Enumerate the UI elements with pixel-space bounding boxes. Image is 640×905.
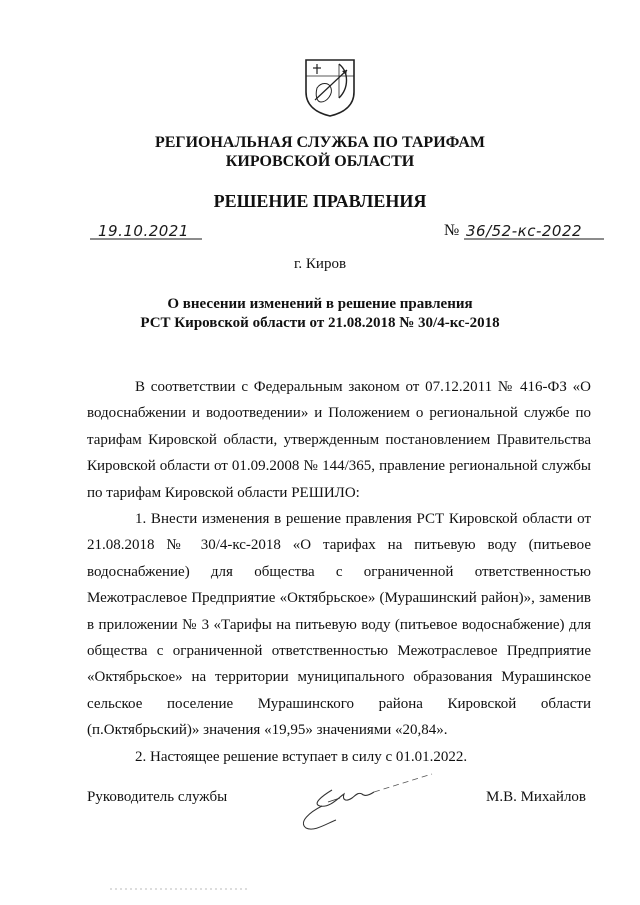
document-date-value: 19.10.2021	[98, 222, 189, 240]
handwritten-signature	[292, 768, 442, 838]
preamble-paragraph: В соответствии с Федеральным законом от 07.12.2011 № 416-ФЗ «О водоснабжении и водоотведении» и Положением о региональной службе по тарифам Кировской области, утвержденным постановлением Правительства Кировской области от 01.09.2008 № 144/365, правление региональной службы по тарифам Кировской области РЕШИЛО:	[87, 379, 591, 501]
signatory-role: Руководитель службы	[87, 789, 228, 805]
item-2-paragraph: 2. Настоящее решение вступает в силу с 01.01.2022.	[135, 748, 468, 765]
coat-of-arms-icon	[303, 58, 357, 118]
organization-name-line2: КИРОВСКОЙ ОБЛАСТИ	[225, 153, 415, 170]
subject-line1: О внесении изменений в решение правления	[167, 296, 473, 312]
document-date	[90, 222, 202, 242]
signatory-name: М.В. Михайлов	[486, 789, 587, 805]
item-1-paragraph: 1. Внести изменения в решение правления РСТ Кировской области от 21.08.2018 № 30/4-кс-2018 «О тарифах на питьевую воду (питьевое водоснабжение) для общества с ограниченной ответственностью Межотраслевое Предприятие «Октябрьское» (Мурашинский район)», заменив в приложении № 3 «Тарифы на питьевую воду (питьевое водоснабжение) для общества с ограниченной ответственностью Межотраслевое Предприятие «Октябрьское» на территории муниципального образования Мурашинское сельское поселение Мурашинского района Кировской области (п.Октябрьский)» значения «19,95» значениями «20,84».	[87, 511, 591, 739]
organization-name-line1: РЕГИОНАЛЬНАЯ СЛУЖБА ПО ТАРИФАМ	[154, 134, 486, 151]
number-underline	[464, 236, 604, 242]
document-number-value: 36/52-кс-2022	[466, 222, 583, 240]
document-title: РЕШЕНИЕ ПРАВЛЕНИЯ	[213, 191, 427, 211]
city: г. Киров	[293, 256, 347, 272]
number-sign: №	[444, 222, 460, 239]
document-number	[444, 222, 604, 242]
footer-dotted-line	[110, 888, 250, 890]
document-body	[87, 374, 591, 770]
subject-line2: РСТ Кировской области от 21.08.2018 № 30/4-кс-2018	[140, 315, 500, 331]
date-underline	[90, 236, 202, 242]
